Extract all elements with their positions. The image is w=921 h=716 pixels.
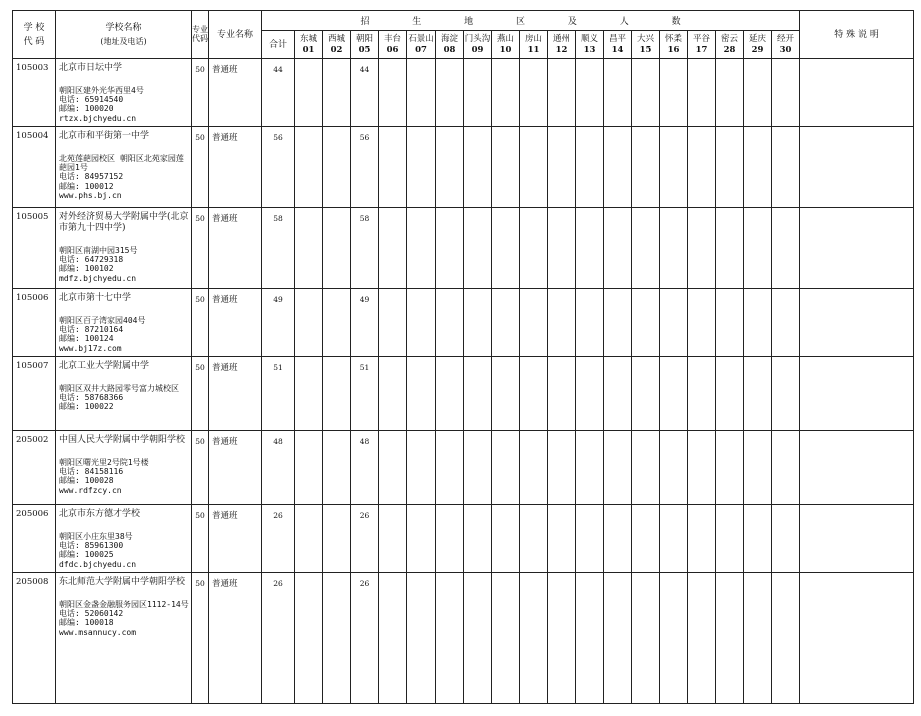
district-count-empty [379, 573, 407, 704]
district-code: 16 [667, 44, 680, 55]
district-count-empty [407, 357, 436, 431]
district-count-empty [520, 573, 548, 704]
district-name: 经开 [777, 33, 795, 44]
district-name: 朝阳 [355, 33, 373, 44]
header-district [632, 31, 660, 59]
school-info-cell [56, 505, 192, 573]
school-code-cell: 105005 [13, 208, 56, 289]
district-count-empty [520, 505, 548, 573]
district-count-empty [744, 127, 772, 208]
special-notes-cell [800, 289, 914, 357]
district-count-empty [772, 127, 800, 208]
district-count-empty [323, 127, 351, 208]
school-name: 北京市和平街第一中学 [59, 131, 150, 141]
district-count-empty [660, 289, 688, 357]
total-cell: 51 [262, 357, 295, 431]
district-count-empty [744, 505, 772, 573]
district-count-empty [660, 208, 688, 289]
district-count-empty [379, 505, 407, 573]
district-count-chaoyang: 51 [351, 357, 379, 431]
district-count-empty [772, 505, 800, 573]
school-address-contact: 朝阳区建外光华西里4号 电话: 65914540 邮编: 100020 rtzx.bjchyedu.cn [59, 86, 144, 123]
special-notes-cell [800, 431, 914, 505]
district-count-empty [660, 127, 688, 208]
school-address-contact: 朝阳区百子湾家园404号 电话: 87210164 邮编: 100124 www.bj17z.com [59, 316, 146, 353]
header-district [436, 31, 464, 59]
major-name-cell: 普通班 [209, 289, 262, 357]
major-name-cell: 普通班 [209, 505, 262, 573]
district-count-empty [632, 357, 660, 431]
district-count-empty [604, 208, 632, 289]
district-count-empty [520, 431, 548, 505]
district-count-empty [295, 289, 323, 357]
major-name-cell: 普通班 [209, 127, 262, 208]
header-district [772, 31, 800, 59]
district-count-empty [660, 573, 688, 704]
district-name: 怀柔 [664, 33, 682, 44]
district-count-empty [772, 289, 800, 357]
district-count-empty [407, 505, 436, 573]
district-count-empty [604, 127, 632, 208]
district-count-empty [295, 208, 323, 289]
district-count-empty [660, 431, 688, 505]
header-special-notes: 特 殊 说 明 [800, 11, 914, 59]
district-count-empty [295, 505, 323, 573]
district-count-empty [492, 289, 520, 357]
district-count-empty [716, 573, 744, 704]
special-notes-cell [800, 208, 914, 289]
district-count-empty [632, 505, 660, 573]
district-count-empty [604, 431, 632, 505]
district-count-empty [660, 59, 688, 127]
district-count-empty [576, 59, 604, 127]
enrollment-sheet [12, 10, 914, 704]
district-count-empty [464, 573, 492, 704]
district-count-empty [604, 573, 632, 704]
district-count-empty [323, 505, 351, 573]
major-code-cell: 50 [192, 127, 209, 208]
header-school-code-line2: 代 码 [23, 36, 45, 47]
district-count-empty [772, 208, 800, 289]
district-count-empty [688, 357, 716, 431]
district-count-empty [436, 59, 464, 127]
district-name: 密云 [720, 33, 738, 44]
school-name: 北京工业大学附属中学 [59, 361, 150, 371]
school-info-cell [56, 431, 192, 505]
district-count-empty [407, 208, 436, 289]
special-notes-cell [800, 505, 914, 573]
major-code-cell: 50 [192, 505, 209, 573]
district-count-empty [492, 573, 520, 704]
school-info-cell [56, 127, 192, 208]
district-name: 燕山 [496, 33, 514, 44]
school-address-contact: 朝阳区金盏金融服务园区1112-14号 电话: 52060142 邮编: 100018 www.msannucy.com [59, 600, 189, 637]
total-cell: 48 [262, 431, 295, 505]
district-count-chaoyang: 26 [351, 505, 379, 573]
header-district [323, 31, 351, 59]
district-count-empty [744, 431, 772, 505]
district-count-empty [520, 208, 548, 289]
school-address-contact: 朝阳区小庄东里38号 电话: 85961300 邮编: 100025 dfdc.bjchyedu.cn [59, 532, 137, 569]
header-district [660, 31, 688, 59]
district-count-empty [716, 505, 744, 573]
header-district [604, 31, 632, 59]
header-district [295, 31, 323, 59]
district-count-empty [548, 59, 576, 127]
district-code: 09 [471, 44, 484, 55]
district-count-empty [716, 431, 744, 505]
district-name: 昌平 [608, 33, 626, 44]
district-count-empty [323, 357, 351, 431]
district-name: 海淀 [440, 33, 458, 44]
table-row [13, 357, 914, 431]
district-count-empty [632, 208, 660, 289]
district-name: 石景山 [408, 33, 434, 44]
district-code: 08 [443, 44, 456, 55]
school-name: 对外经济贸易大学附属中学(北京市第九十四中学) [59, 212, 189, 233]
total-cell: 26 [262, 573, 295, 704]
district-count-empty [436, 357, 464, 431]
district-count-empty [576, 289, 604, 357]
school-info-cell [56, 289, 192, 357]
table-row [13, 505, 914, 573]
district-count-empty [492, 357, 520, 431]
district-count-empty [407, 431, 436, 505]
header-school-code-line1: 学 校 [23, 22, 45, 33]
major-code-cell: 50 [192, 357, 209, 431]
district-count-empty [436, 289, 464, 357]
district-code: 13 [583, 44, 596, 55]
special-notes-cell [800, 573, 914, 704]
header-enrollment-title: 招 生 地 区 及 人 数 [262, 11, 800, 31]
district-count-empty [688, 59, 716, 127]
district-count-empty [604, 357, 632, 431]
major-name-cell: 普通班 [209, 59, 262, 127]
district-count-empty [688, 573, 716, 704]
header-district [548, 31, 576, 59]
district-count-empty [323, 208, 351, 289]
major-code-cell: 50 [192, 573, 209, 704]
district-count-empty [464, 127, 492, 208]
district-count-empty [744, 289, 772, 357]
district-count-empty [464, 59, 492, 127]
district-count-empty [744, 357, 772, 431]
district-count-empty [464, 505, 492, 573]
header-school-name [56, 11, 192, 59]
header-district [492, 31, 520, 59]
school-name: 北京市第十七中学 [59, 293, 132, 303]
header-total: 合计 [262, 31, 295, 59]
major-name-cell: 普通班 [209, 573, 262, 704]
major-code-cell: 50 [192, 59, 209, 127]
major-name-cell: 普通班 [209, 431, 262, 505]
school-address-contact: 朝阳区曙光里2号院1号楼 电话: 84158116 邮编: 100028 www.rdfzcy.cn [59, 458, 149, 495]
district-count-empty [548, 505, 576, 573]
district-code: 06 [386, 44, 399, 55]
district-count-empty [744, 573, 772, 704]
district-code: 10 [499, 44, 512, 55]
header-district [407, 31, 436, 59]
district-count-empty [379, 289, 407, 357]
special-notes-cell [800, 59, 914, 127]
district-count-empty [772, 573, 800, 704]
district-count-empty [632, 573, 660, 704]
school-info-cell [56, 357, 192, 431]
header-major-code: 专业代码 [192, 11, 209, 59]
enrollment-table [12, 10, 914, 704]
district-count-empty [295, 127, 323, 208]
district-count-empty [688, 208, 716, 289]
district-code: 15 [639, 44, 652, 55]
district-count-empty [548, 289, 576, 357]
district-count-empty [323, 289, 351, 357]
district-count-empty [436, 208, 464, 289]
district-count-empty [492, 127, 520, 208]
district-count-empty [548, 573, 576, 704]
district-name: 房山 [524, 33, 542, 44]
district-count-empty [323, 431, 351, 505]
district-code: 14 [611, 44, 624, 55]
district-count-empty [548, 127, 576, 208]
district-count-empty [295, 431, 323, 505]
table-row [13, 59, 914, 127]
district-count-empty [632, 431, 660, 505]
district-count-empty [379, 431, 407, 505]
district-count-chaoyang: 58 [351, 208, 379, 289]
header-district [464, 31, 492, 59]
district-code: 30 [779, 44, 792, 55]
school-code-cell: 105004 [13, 127, 56, 208]
district-count-empty [492, 59, 520, 127]
district-code: 02 [330, 44, 343, 55]
district-count-empty [604, 289, 632, 357]
district-count-empty [660, 505, 688, 573]
district-count-empty [407, 573, 436, 704]
school-address-contact: 朝阳区双井大路园零号富力城校区 电话: 58768366 邮编: 100022 [59, 384, 179, 412]
district-count-empty [744, 208, 772, 289]
header-district [351, 31, 379, 59]
district-count-empty [576, 357, 604, 431]
school-code-cell: 205008 [13, 573, 56, 704]
header-district [576, 31, 604, 59]
district-count-empty [604, 505, 632, 573]
district-count-empty [576, 573, 604, 704]
district-count-empty [576, 127, 604, 208]
district-count-chaoyang: 48 [351, 431, 379, 505]
table-row [13, 289, 914, 357]
district-name: 平谷 [692, 33, 710, 44]
district-count-empty [407, 127, 436, 208]
school-info-cell [56, 59, 192, 127]
district-count-empty [295, 357, 323, 431]
total-cell: 56 [262, 127, 295, 208]
district-count-empty [295, 59, 323, 127]
school-code-cell: 205002 [13, 431, 56, 505]
header-district [688, 31, 716, 59]
major-code-cell: 50 [192, 208, 209, 289]
table-row [13, 431, 914, 505]
district-count-empty [520, 357, 548, 431]
school-info-cell [56, 573, 192, 704]
district-count-empty [295, 573, 323, 704]
district-count-empty [772, 357, 800, 431]
district-count-empty [464, 208, 492, 289]
district-count-empty [716, 127, 744, 208]
district-count-empty [464, 357, 492, 431]
total-cell: 26 [262, 505, 295, 573]
district-name: 丰台 [383, 33, 401, 44]
district-count-empty [548, 208, 576, 289]
header-school-code [13, 11, 56, 59]
district-count-empty [520, 127, 548, 208]
district-count-empty [688, 505, 716, 573]
district-count-empty [772, 431, 800, 505]
district-count-empty [548, 431, 576, 505]
district-count-empty [492, 208, 520, 289]
header-school-name-line2: (地址及电话) [100, 36, 147, 46]
school-address-contact: 北苑莲葩园校区 朝阳区北苑家园莲葩园1号 电话: 84957152 邮编: 100012 www.phs.bj.cn [59, 154, 184, 200]
district-count-empty [772, 59, 800, 127]
header-district [744, 31, 772, 59]
district-count-empty [716, 357, 744, 431]
district-code: 12 [555, 44, 568, 55]
total-cell: 44 [262, 59, 295, 127]
school-code-cell: 105006 [13, 289, 56, 357]
major-name-cell: 普通班 [209, 357, 262, 431]
district-count-empty [660, 357, 688, 431]
major-name-cell: 普通班 [209, 208, 262, 289]
district-name: 延庆 [748, 33, 766, 44]
school-code-cell: 105007 [13, 357, 56, 431]
district-code: 17 [695, 44, 708, 55]
district-count-empty [632, 127, 660, 208]
district-count-empty [688, 127, 716, 208]
district-count-empty [716, 208, 744, 289]
district-code: 01 [302, 44, 315, 55]
header-district [379, 31, 407, 59]
district-count-empty [464, 431, 492, 505]
special-notes-cell [800, 357, 914, 431]
district-count-empty [632, 59, 660, 127]
district-code: 07 [415, 44, 427, 55]
district-count-empty [436, 505, 464, 573]
school-address-contact: 朝阳区南湖中园315号 电话: 64729318 邮编: 100102 mdfz.bjchyedu.cn [59, 246, 138, 283]
school-name: 北京市日坛中学 [59, 63, 123, 73]
district-count-empty [576, 505, 604, 573]
major-code-cell: 50 [192, 431, 209, 505]
district-count-empty [379, 59, 407, 127]
district-count-empty [436, 431, 464, 505]
header-district [520, 31, 548, 59]
district-count-empty [407, 59, 436, 127]
district-count-empty [716, 289, 744, 357]
header-major-name: 专业名称 [209, 11, 262, 59]
district-count-chaoyang: 49 [351, 289, 379, 357]
school-name: 东北师范大学附属中学朝阳学校 [59, 577, 186, 587]
district-count-empty [323, 573, 351, 704]
district-count-chaoyang: 26 [351, 573, 379, 704]
district-name: 门头沟 [464, 33, 491, 44]
table-row [13, 127, 914, 208]
major-code-cell: 50 [192, 289, 209, 357]
district-name: 通州 [552, 33, 570, 44]
table-row [13, 573, 914, 704]
district-count-empty [688, 431, 716, 505]
school-name: 中国人民大学附属中学朝阳学校 [59, 435, 186, 445]
district-count-empty [492, 505, 520, 573]
district-count-chaoyang: 56 [351, 127, 379, 208]
school-code-cell: 205006 [13, 505, 56, 573]
district-count-chaoyang: 44 [351, 59, 379, 127]
district-code: 05 [358, 44, 371, 55]
total-cell: 58 [262, 208, 295, 289]
district-name: 大兴 [636, 33, 654, 44]
district-count-empty [576, 431, 604, 505]
district-name: 西城 [327, 33, 345, 44]
district-count-empty [520, 289, 548, 357]
district-code: 28 [723, 44, 736, 55]
district-count-empty [379, 357, 407, 431]
district-count-empty [520, 59, 548, 127]
district-count-empty [323, 59, 351, 127]
district-count-empty [632, 289, 660, 357]
table-row [13, 208, 914, 289]
district-count-empty [492, 431, 520, 505]
special-notes-cell [800, 127, 914, 208]
district-count-empty [548, 357, 576, 431]
district-count-empty [716, 59, 744, 127]
total-cell: 49 [262, 289, 295, 357]
district-count-empty [379, 208, 407, 289]
district-count-empty [436, 573, 464, 704]
header-school-name-line1: 学校名称 [105, 22, 142, 33]
district-count-empty [744, 59, 772, 127]
district-name: 顺义 [580, 33, 598, 44]
header-district [716, 31, 744, 59]
district-count-empty [688, 289, 716, 357]
district-count-empty [464, 289, 492, 357]
school-info-cell [56, 208, 192, 289]
district-count-empty [604, 59, 632, 127]
district-count-empty [407, 289, 436, 357]
district-count-empty [576, 208, 604, 289]
district-code: 11 [527, 44, 540, 55]
district-count-empty [436, 127, 464, 208]
district-count-empty [379, 127, 407, 208]
district-name: 东城 [299, 33, 317, 44]
district-code: 29 [751, 44, 764, 55]
school-code-cell: 105003 [13, 59, 56, 127]
school-name: 北京市东方德才学校 [59, 509, 141, 519]
